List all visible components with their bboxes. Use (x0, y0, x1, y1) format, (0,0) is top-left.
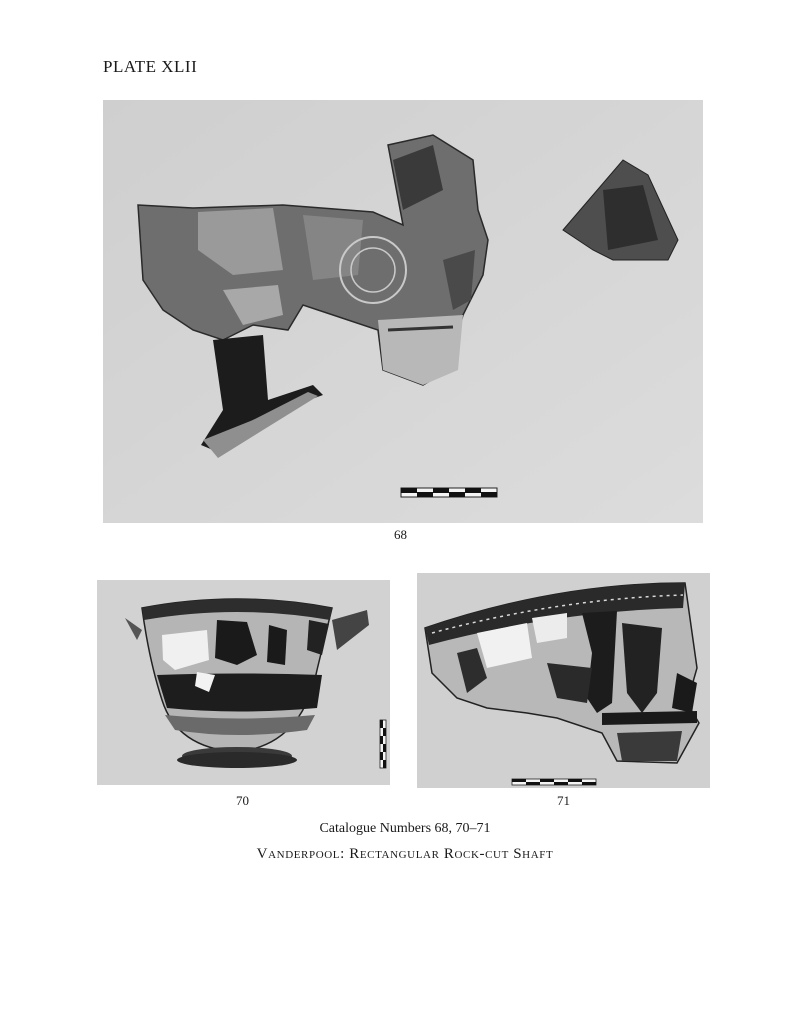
catalogue-caption: Catalogue Numbers 68, 70–71 (319, 821, 491, 836)
photo-71 (417, 573, 710, 788)
photo-70 (97, 580, 390, 785)
scale-bar (401, 488, 497, 497)
figure-number-68: 68 (394, 527, 407, 542)
scale-bar (512, 779, 596, 785)
scale-bar (380, 720, 386, 768)
photo-68 (103, 100, 703, 523)
plate-subtitle: Vanderpool: Rectangular Rock-cut Shaft (256, 846, 554, 862)
figure-number-70: 70 (236, 793, 249, 808)
figure-number-71: 71 (557, 793, 570, 808)
plate-title: PLATE XLII (103, 57, 198, 76)
